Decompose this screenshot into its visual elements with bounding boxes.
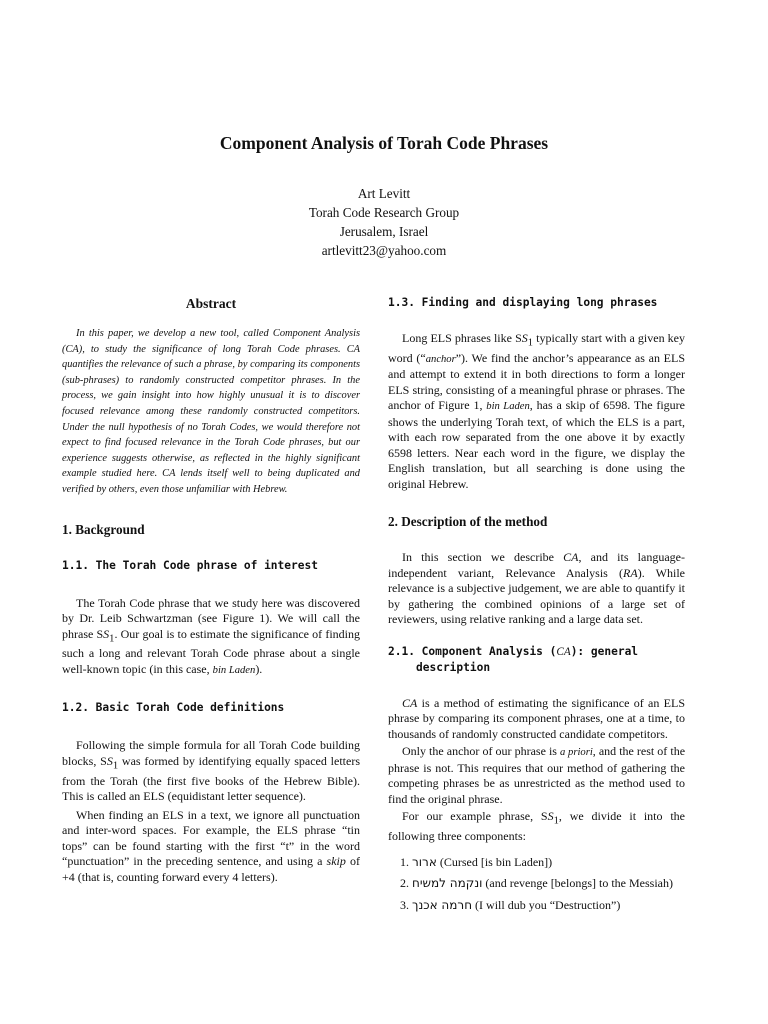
section-2-1-paragraph-3: For our example phrase, $SS_1$, we divide it into the following three components:	[388, 809, 686, 844]
author-block	[0, 184, 768, 260]
author-location: Jerusalem, Israel	[339, 224, 429, 239]
author-affiliation: Torah Code Research Group	[308, 205, 460, 220]
section-1-heading: 1. Background	[62, 521, 145, 537]
list-item: 2. ונקמה למשיח (and revenge [belongs] to the Messiah)	[412, 876, 685, 892]
section-1-3-paragraph: Long ELS phrases like $SS_1$ typically start with a given key word (“anchor”). We find the anchor’s appearance as an ELS and attempt to extend it in both directions to form a longer ELS string, consisting of a meaningful phrase or phrases. The anchor of Figure 1, bin Laden, has a skip of 6598. The figure shows the underlying Torah text, of which the ELS is a part, with each row separated from the one above it by exactly 6598 letters. Near each word in the figure, we display the English translation, but all searching is done using the original Hebrew.	[388, 331, 686, 491]
abstract-heading: Abstract	[185, 296, 237, 311]
section-2-1-paragraph-1: CA is a method of estimating the significance of an ELS phrase by comparing its component phrases, one at a time, to thousands of randomly constructed candidate competitors.	[388, 695, 685, 741]
list-item: 3. חרמה אכנך (I will dub you “Destruction”)	[412, 898, 685, 914]
right-column	[388, 290, 685, 919]
section-2-1-heading: 2.1. Component Analysis (CA): general description	[388, 644, 639, 674]
section-2-heading: 2. Description of the method	[388, 514, 548, 530]
section-1-1-heading: 1.1. The Torah Code phrase of interest	[62, 558, 318, 572]
section-1-2-heading: 1.2. Basic Torah Code definitions	[62, 701, 285, 715]
author-name: Art Levitt	[357, 186, 411, 201]
paper-title: Component Analysis of Torah Code Phrases	[219, 133, 549, 153]
section-2-1-paragraph-2: Only the anchor of our phrase is a priori, and the rest of the phrase is not. This requires that our method of gathering the competing phrases be as unrestricted as the method used to find the original phrase.	[388, 744, 686, 806]
section-1-2-paragraph-2: When finding an ELS in a text, we ignore all punctuation and inter-word spaces. For example, the ELS phrase “tin tops” can be found starting with the first “t” in the word “punctuation” in the preceding sentence, and using a skip of +4 (that is, counting forward every 4 letters).	[62, 807, 361, 884]
component-list	[388, 855, 685, 914]
list-item: 1. ארור (Cursed [is bin Laden])	[412, 855, 685, 871]
left-column	[62, 290, 360, 885]
section-1-2-paragraph-1: Following the simple formula for all Torah Code building blocks, $SS_1$ was formed by identifying equally spaced letters from the Torah (the first five books of the Hebrew Bible). This is called an ELS (equidistant letter sequence).	[62, 738, 360, 804]
section-1-1-paragraph: The Torah Code phrase that we study here was discovered by Dr. Leib Schwartzman (see Figure 1). We will call the phrase $SS_1$. Our goal is to estimate the significance of finding such a long and relevant Torah Code phrase about a single well-known topic (in this case, bin Laden).	[62, 595, 360, 676]
author-email: artlevitt23@yahoo.com	[321, 243, 447, 258]
abstract-text: In this paper, we develop a new tool, called Component Analysis (CA), to study the significance of long Torah Code phrases. CA quantifies the relevance of such a phrase, by comparing its components (sub-phrases) to randomly constructed competitor phrases. In the process, we gain insight into how highly unusual it is to discover focused relevance among these randomly constructed competitors. Under the null hypothesis of no Torah Codes, we would therefore not expect to find focused relevance in the Torah Code phrases, but our experience suggests otherwise, as reflected in the highly significant example studied here. CA lends itself well to being duplicated and verified by others, even those unfamiliar with Hebrew.	[62, 328, 360, 495]
section-2-paragraph: In this section we describe CA, and its language-independent variant, Relevance Analysis (RA). While relevance is a subjective judgement, we are able to quantify it by gathering the combined opinions of a large set of reviewers, using relative ranking and a large data set.	[388, 550, 685, 627]
section-1-3-heading: 1.3. Finding and displaying long phrases	[388, 296, 658, 309]
